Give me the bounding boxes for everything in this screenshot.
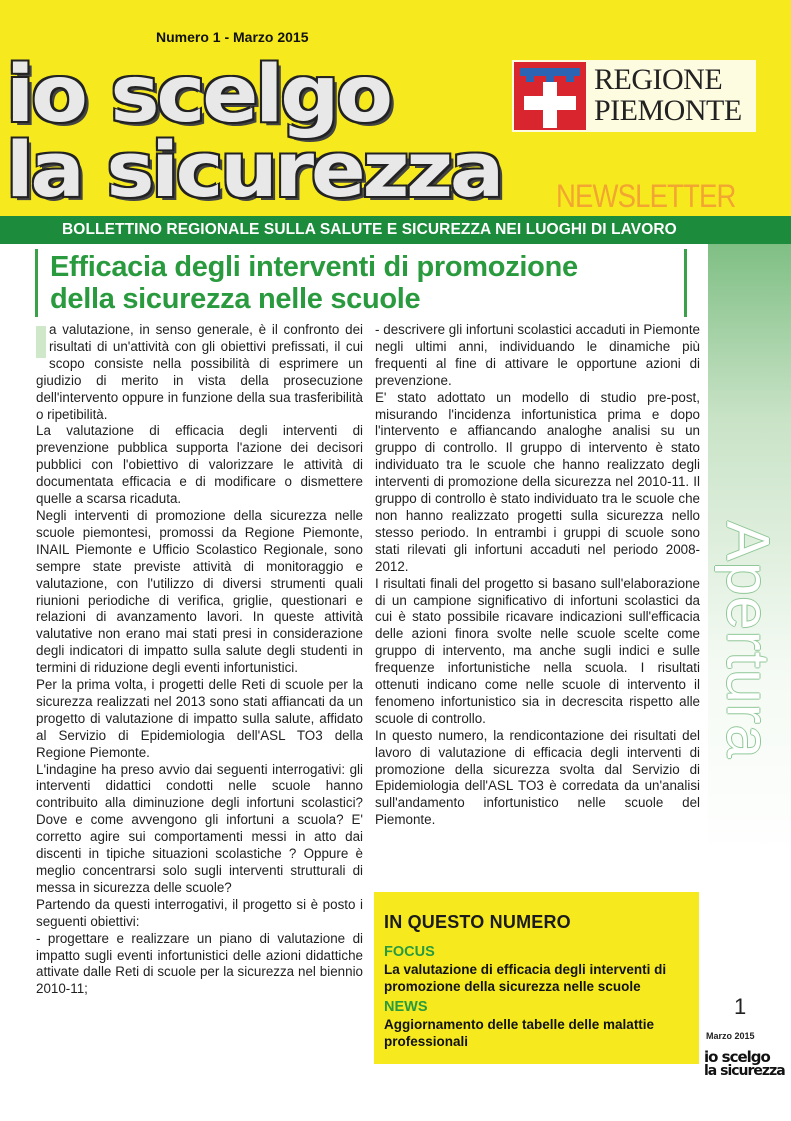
- logo-line-2: la sicurezza: [6, 125, 502, 214]
- news-label: NEWS: [384, 999, 428, 1015]
- paragraph: Per la prima volta, i progetti delle Reti di scuole per la sicurezza realizzati nel 2013 sono stati affiancati da un progetto di valutazione di impatto sulla salute, affidato al Servizio di Epidemiologia dell'ASL TO3 della Regione Piemonte.: [36, 677, 363, 760]
- paragraph: E' stato adottato un modello di studio pre-post, misurando l'incidenza infortunistica prima e dopo l'intervento e affiancando analoghe analisi su un gruppo di controllo. Il gruppo di intervento è stato individuato tra le scuole che hanno realizzato degli interventi di promozione della sicurezza nel 2010-11. Il gruppo di controllo è stato individuato tra le scuole che non hanno realizzato progetti sulla sicurezza nello stesso periodo. In entrambi i gruppi di scuole sono stati rilevati gli infortuni accaduti nel periodo 2008-2012.: [375, 389, 700, 574]
- article-title-frame: [35, 249, 687, 317]
- footer-logo: io scelgo la sicurezza: [704, 1048, 785, 1079]
- region-logo: [512, 60, 756, 132]
- in-this-issue-title: IN QUESTO NUMERO: [384, 912, 571, 932]
- paragraph: a valutazione, in senso generale, è il confronto dei risultati di un'attività con gli obiettivi prefissati, il cui scopo consiste nella possibilità di esprimere un giudizio di merito in vista della prosecuzione dell'intervento oppure in funzione della sua trasferibilità o ripetibilità.: [36, 322, 363, 422]
- page-number: 1: [734, 994, 747, 1019]
- subtitle-band: [0, 216, 791, 244]
- issue-number: Numero 1 - Marzo 2015: [156, 29, 309, 45]
- region-name: REGIONE PIEMONTE: [594, 63, 742, 127]
- paragraph: - progettare e realizzare un piano di valutazione di impatto sugli eventi infortunistici delle azioni didattiche attivate dalle Reti di scuole per la sicurezza nel biennio 2010-11;: [36, 930, 363, 997]
- subtitle-band-text: BOLLETTINO REGIONALE SULLA SALUTE E SICUREZZA NEI LUOGHI DI LAVORO: [62, 221, 677, 238]
- drop-cap: [36, 326, 46, 358]
- paragraph: La valutazione di efficacia degli interventi di prevenzione pubblica supporta l'azione dei decisori pubblici con l'obiettivo di valorizzare le attività di documentata efficacia e di modificare o dismettere quelle a scarsa ricaduta.: [36, 423, 363, 507]
- region-emblem-icon: [514, 62, 586, 130]
- paragraph: Partendo da questi interrogativi, il progetto si è posto i seguenti obiettivi:: [36, 896, 363, 929]
- footer-date: Marzo 2015: [706, 1031, 755, 1041]
- article-title: Efficacia degli interventi di promozione della sicurezza nelle scuole: [50, 251, 578, 315]
- article-column-left: [36, 322, 363, 998]
- paragraph: I risultati finali del progetto si basano sull'elaborazione di un campione significativo di infortuni scolastici da cui è stato possibile ricavare indicazioni sull'efficacia delle azioni finora svolte nelle scuole scelte come gruppo di intervento, ma anche sugli indici e sulle frequenze infortunistiche nella scuola. I risultati ottenuti indicano come nelle scuole di intervento il fenomeno infortunistico sia in decrescita rispetto alle scuole di controllo.: [375, 575, 700, 726]
- paragraph: Negli interventi di promozione della sicurezza nelle scuole piemontesi, promossi da Regione Piemonte, INAIL Piemonte e Ufficio Scolastico Regionale, sono sempre state previste attività di monitoraggio e valutazione, con l'utilizzo di diversi strumenti quali riunioni periodiche di verifica, griglie, questionari e relazioni di avanzamento lavori. In queste attività valutative non erano mai stati presi in considerazione degli indicatori di impatto sulla salute degli studenti in termini di riduzione degli eventi infortunistici.: [36, 507, 363, 676]
- logo-line-1: io scelgo: [6, 50, 390, 140]
- in-this-issue-box: [374, 892, 699, 1064]
- article-column-right: [375, 322, 700, 829]
- focus-link[interactable]: La valutazione di efficacia degli interventi di promozione della sicurezza nelle scuole: [384, 962, 667, 994]
- news-link[interactable]: Aggiornamento delle tabelle delle malattie professionali: [384, 1017, 655, 1049]
- paragraph: L'indagine ha preso avvio dai seguenti interrogativi: gli interventi didattici condotti nelle scuole hanno contribuito alla diminuzione degli infortuni scolastici? Dove e come avvengono gli infortuni a scuola? E' corretto agire sui comportamenti messi in atto dai discenti in tipiche situazioni scolastiche ? Oppure è meglio concentrarsi solo sugli interventi strutturali di messa in sicurezza delle scuole?: [36, 761, 363, 895]
- paragraph: - descrivere gli infortuni scolastici accaduti in Piemonte negli ultimi anni, individuando le dinamiche più frequenti al fine di attivare le opportune azioni di prevenzione.: [375, 322, 700, 388]
- masthead: [0, 0, 791, 216]
- paragraph: In questo numero, la rendicontazione dei risultati del lavoro di valutazione di efficacia degli interventi di promozione della sicurezza svolta dal Servizio di Epidemiologia dell'ASL TO3 è corredata da un'analisi sull'andamento infortunistico nelle scuole del Piemonte.: [375, 727, 700, 828]
- section-label: Apertura: [714, 520, 782, 760]
- newsletter-label: NEWSLETTER: [556, 178, 736, 214]
- focus-label: FOCUS: [384, 944, 435, 960]
